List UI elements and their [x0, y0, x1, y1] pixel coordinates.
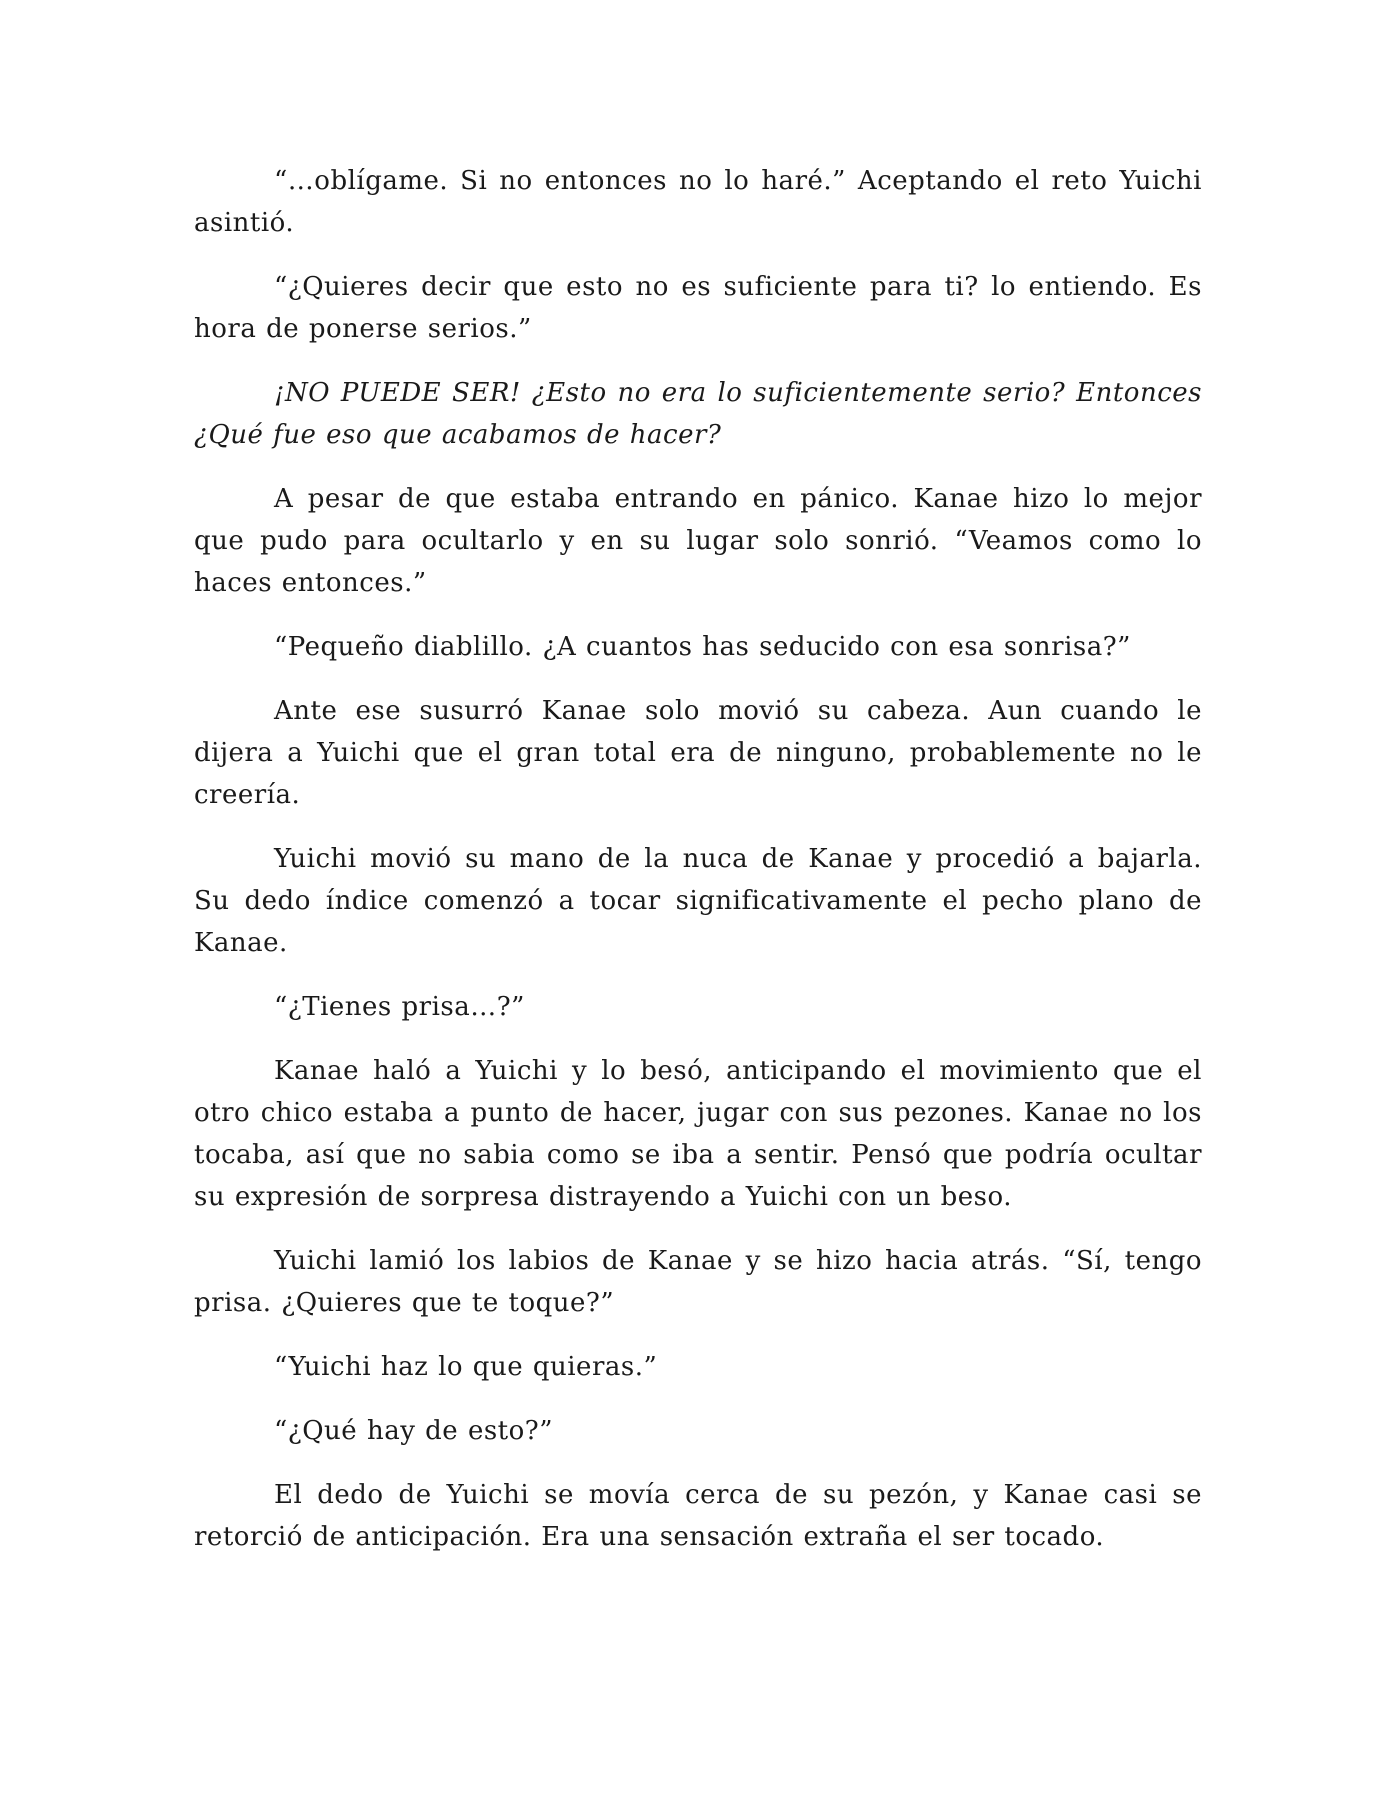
paragraph: Yuichi movió su mano de la nuca de Kanae y procedió a bajarla. Su dedo índice comenzó a tocar significativamente el pecho plano de Kanae. [194, 844, 1202, 958]
paragraph: El dedo de Yuichi se movía cerca de su pezón, y Kanae casi se retorció de anticipación. Era una sensación extraña el ser tocado. [194, 1480, 1202, 1552]
text-body [194, 160, 1202, 1580]
paragraph: “¿Quieres decir que esto no es suficiente para ti? lo entiendo. Es hora de ponerse serios.” [194, 272, 1202, 344]
paragraph: “…oblígame. Si no entonces no lo haré.” Aceptando el reto Yuichi asintió. [194, 166, 1202, 238]
paragraph: “Pequeño diablillo. ¿A cuantos has seducido con esa sonrisa?” [274, 632, 1131, 662]
paragraph: Yuichi lamió los labios de Kanae y se hizo hacia atrás. “Sí, tengo prisa. ¿Quieres que te toque?” [194, 1246, 1202, 1318]
paragraph-italic: ¡NO PUEDE SER! ¿Esto no era lo suficientemente serio? Entonces ¿Qué fue eso que acabamos de hacer? [194, 378, 1202, 450]
paragraph: A pesar de que estaba entrando en pánico. Kanae hizo lo mejor que pudo para ocultarlo y en su lugar solo sonrió. “Veamos como lo haces entonces.” [194, 484, 1202, 598]
paragraph: “¿Qué hay de esto?” [274, 1416, 553, 1446]
paragraph: Ante ese susurró Kanae solo movió su cabeza. Aun cuando le dijera a Yuichi que el gran total era de ninguno, probablemente no le creería. [194, 696, 1202, 810]
paragraph: “Yuichi haz lo que quieras.” [274, 1352, 658, 1382]
paragraph: Kanae haló a Yuichi y lo besó, anticipando el movimiento que el otro chico estaba a punto de hacer, jugar con sus pezones. Kanae no los tocaba, así que no sabia como se iba a sentir. Pensó que podría ocultar su expresión de sorpresa distrayendo a Yuichi con un beso. [194, 1056, 1202, 1212]
paragraph: “¿Tienes prisa…?” [274, 992, 525, 1022]
